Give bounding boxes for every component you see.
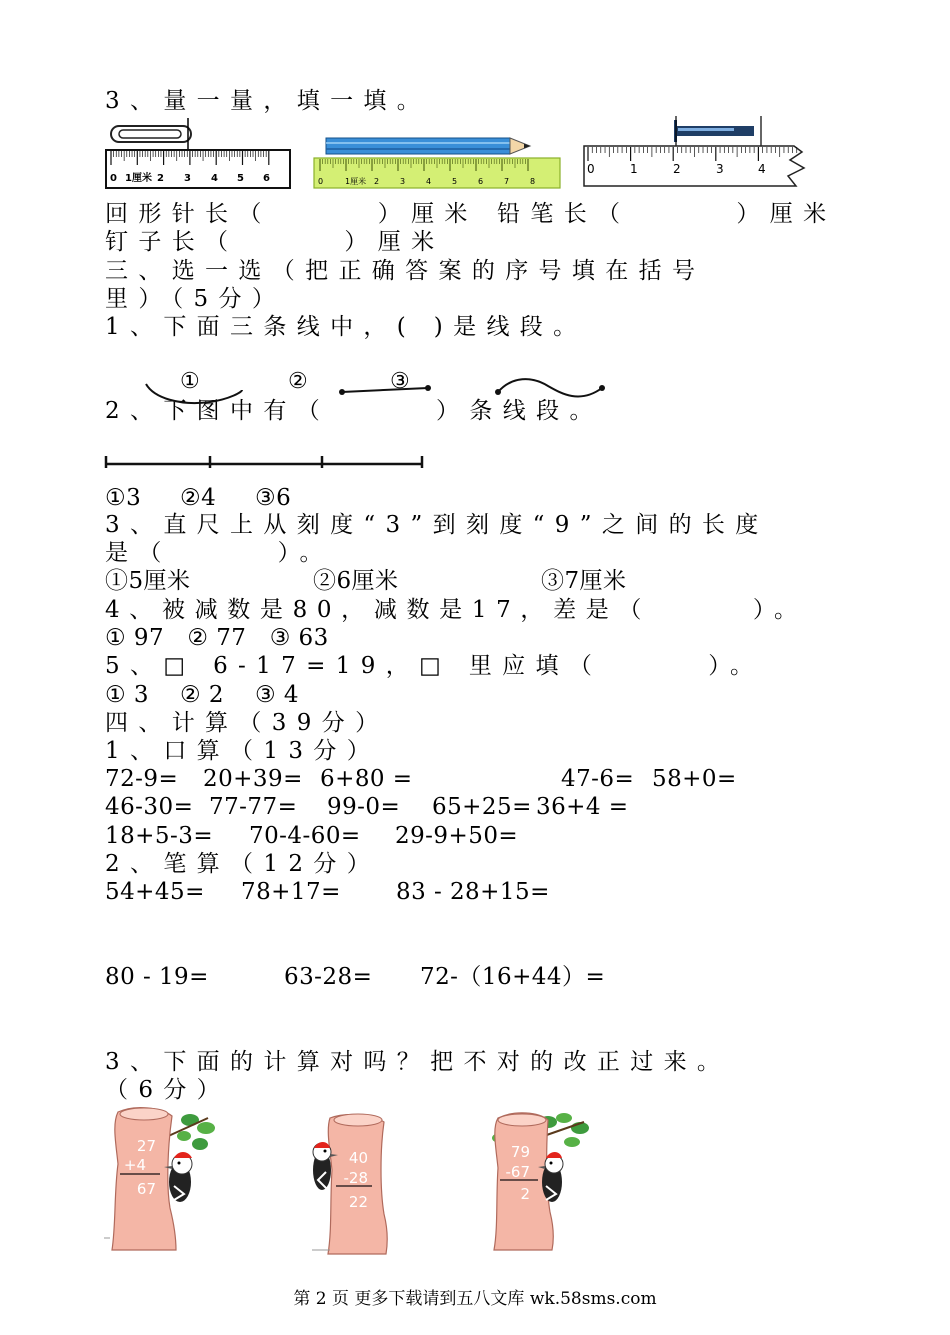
question1: 1、下面三条线中，( )是线段。: [105, 314, 587, 340]
ruler1-label-3: 3: [184, 173, 191, 184]
question4-options: ① 97 ② 77 ③ 63: [105, 625, 329, 651]
ruler3-label-2: 2: [673, 162, 681, 176]
line-mark-2: ②: [288, 369, 308, 394]
tree3-line-3: 2: [520, 1185, 530, 1203]
oral-1-3: 6+80 =: [320, 766, 413, 792]
nail-length-question: 钉子长（ ）厘米: [105, 229, 445, 255]
section4-title: 四、计算（39分）: [105, 710, 389, 736]
question4: 4、被减数是80，减数是17，差是（ ）。: [105, 597, 807, 623]
paperclip-length-question: 回形针长（ ）厘米: [105, 201, 478, 227]
segment-line-2: [342, 388, 428, 392]
written-calc-title: 2、笔算（12分）: [105, 851, 381, 877]
tree3-line-1: 79: [510, 1143, 530, 1161]
oral-3-1: 18+5-3=: [105, 823, 214, 849]
oral-calc-title: 1、口算（13分）: [105, 738, 381, 764]
question5: 5、□ 6-17=19，□ 里应填（ ）。: [105, 653, 764, 679]
line-mark-1: ①: [180, 369, 200, 394]
nail-ruler-figure: [582, 114, 818, 190]
ruler1-label-4: 4: [211, 173, 218, 184]
three-lines-figure: [140, 372, 620, 408]
oral-2-1: 46-30=: [105, 794, 194, 820]
tree1-line-2: +4: [123, 1156, 146, 1174]
pencil-icon: [326, 138, 530, 154]
line-mark-3: ③: [390, 369, 410, 394]
tree1-line-3: 67: [136, 1180, 156, 1198]
ruler3-label-0: 0: [587, 162, 595, 176]
paperclip-ruler-figure: [105, 118, 293, 190]
written-1-1: 54+45=: [105, 879, 205, 905]
pencil-length-question: 铅笔长（ ）厘米: [497, 201, 837, 227]
question3-line2: 是（ ）。: [105, 540, 333, 566]
oral-2-5: 36+4 =: [536, 794, 629, 820]
oral-2-2: 77-77=: [209, 794, 298, 820]
ruler2-label-3: 3: [400, 177, 406, 186]
oral-2-4: 65+25=: [432, 794, 532, 820]
written-1-2: 78+17=: [241, 879, 341, 905]
ruler2-label-5: 5: [452, 177, 458, 186]
ruler3-label-3: 3: [716, 162, 724, 176]
question5-options: ① 3 ② 2 ③ 4: [105, 682, 299, 708]
tree3-line-2: -67: [505, 1163, 530, 1181]
tree-woodpecker-1: [104, 1104, 224, 1252]
ruler3-label-1: 1: [630, 162, 638, 176]
oral-1-1: 72-9=: [105, 766, 179, 792]
ruler2-label-7: 7: [504, 177, 510, 186]
question3-option-2: ②6厘米: [313, 568, 399, 594]
ruler1-label-0: 0: [110, 173, 117, 184]
written-2-3: 72-（16+44）=: [420, 964, 606, 990]
oral-2-3: 99-0=: [327, 794, 401, 820]
ruler2-label-4: 4: [426, 177, 432, 186]
tree2-line-1: 40: [348, 1149, 368, 1167]
question2: 2、下图中有（ ）条线段。: [105, 398, 603, 424]
ruler1-label-6: 6: [263, 173, 270, 184]
check-calc-title-line1: 3、下面的计算对吗？把不对的改正过来。: [105, 1049, 731, 1075]
question2-options: ①3 ②4 ③6: [105, 485, 292, 511]
tree1-line-1: 27: [136, 1137, 156, 1155]
measure-title: 3、量一量，填一填。: [105, 88, 431, 114]
oral-1-4: 47-6=: [561, 766, 635, 792]
tree2-line-2: -28: [343, 1169, 368, 1187]
written-2-1: 80 - 19=: [105, 964, 209, 990]
ruler2-label-0: 0: [318, 177, 324, 186]
oral-3-2: 70-4-60=: [249, 823, 361, 849]
oral-3-3: 29-9+50=: [395, 823, 519, 849]
ruler2-label-2: 2: [374, 177, 380, 186]
segments-figure: [104, 452, 426, 470]
section3-title-line1: 三、选一选（把正确答案的序号填在括号: [105, 258, 706, 284]
oral-1-2: 20+39=: [203, 766, 303, 792]
pencil-ruler-figure: [312, 132, 564, 190]
nail-icon: [674, 120, 754, 142]
paperclip-icon: [111, 126, 191, 142]
ruler2-label-8: 8: [530, 177, 536, 186]
ruler1-label-2: 2: [157, 173, 164, 184]
question3-option-3: ③7厘米: [541, 568, 627, 594]
written-1-3: 83 - 28+15=: [396, 879, 550, 905]
question3-line1: 3、直尺上从刻度“3”到刻度“9”之间的长度: [105, 512, 769, 538]
section3-title-line2: 里）（5分）: [105, 286, 286, 312]
page-footer: 第 2 页 更多下载请到五八文库 wk.58sms.com: [293, 1289, 657, 1309]
curved-segment-3: [498, 379, 602, 396]
ruler2-label-6: 6: [478, 177, 484, 186]
tree2-line-3: 22: [348, 1193, 368, 1211]
check-calc-title-line2: （6分）: [105, 1077, 231, 1103]
ruler3-label-4: 4: [758, 162, 766, 176]
ruler2-label-1: 1厘米: [345, 177, 367, 186]
ruler1-label-1: 1厘米: [125, 173, 152, 184]
ruler1-label-5: 5: [237, 173, 244, 184]
oral-1-5: 58+0=: [652, 766, 737, 792]
question3-option-1: ①5厘米: [105, 568, 191, 594]
written-2-2: 63-28=: [284, 964, 373, 990]
